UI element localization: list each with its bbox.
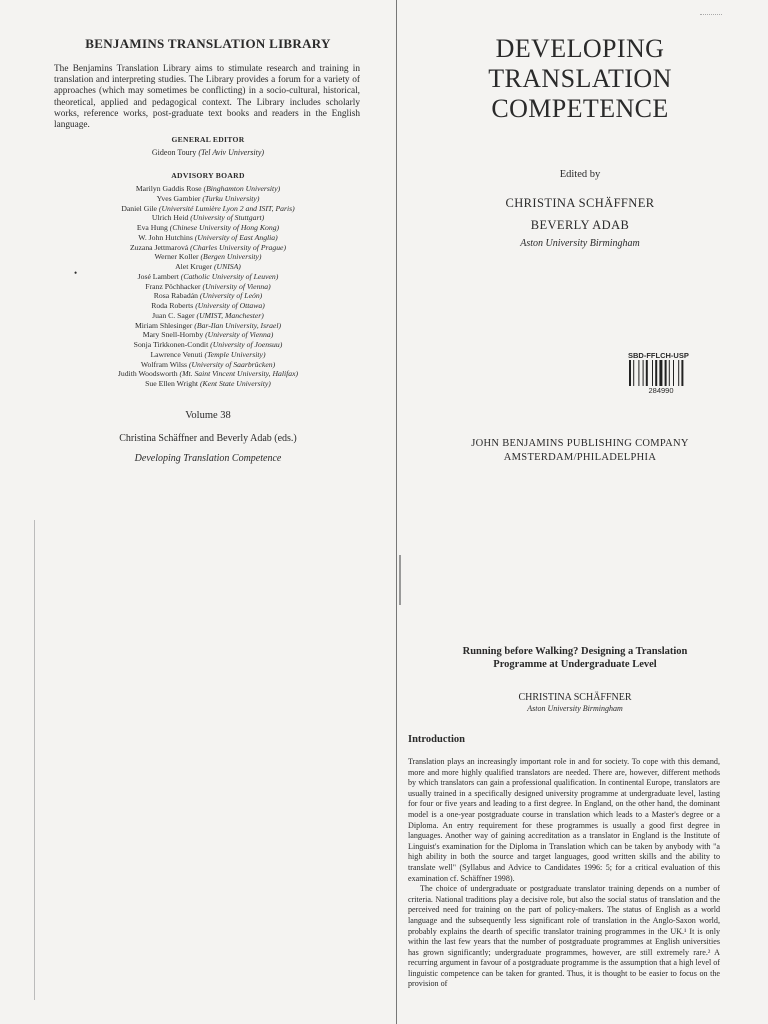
member-affiliation: (Binghamton University) bbox=[203, 184, 281, 193]
scan-gutter-mark bbox=[399, 555, 401, 605]
member-name: Miriam Shlesinger bbox=[134, 320, 193, 330]
body-paragraph: Translation plays an increasingly important role in and for society. To cope with this demand, more and more highly qualified translators are needed. There are, however, different methods by which translators can gain a professional qualification. In continental Europe, translators are usually trained in a specifically designed university programme at undergraduate level, lasting for four or five years and leading to a first degree. In England, on the other hand, the dominant model is a one-year postgraduate course in translation which leads to a Master's degree or a Diploma. An entry requirement for these programmes is usually a good first degree in languages. Another way of gaining accreditation as a translator in England is the Institute of Linguist's examination for the Diploma in Translation which can be taken by anybody with "a high ability in both the source and target languages, good written skills and the ability to translate well" (Syllabus and Advice to Candidates 1996: 5; for a critical evaluation of this examination cf. Schäffner 1998). bbox=[408, 757, 720, 883]
advisory-board-member bbox=[58, 291, 358, 301]
member-name: Franz Pöchhacker bbox=[145, 281, 201, 291]
advisory-board-member bbox=[58, 360, 358, 370]
barcode-bar bbox=[629, 360, 631, 386]
member-affiliation: (University of Saarbrücken) bbox=[188, 359, 276, 369]
advisory-board-member bbox=[58, 311, 358, 321]
barcode-bar bbox=[646, 360, 648, 386]
general-editor-name: Gideon Toury bbox=[151, 148, 197, 157]
member-affiliation: (University of Ottawa) bbox=[195, 301, 265, 310]
advisory-board-member bbox=[58, 379, 358, 389]
chapter-title-line: Programme at Undergraduate Level bbox=[493, 658, 657, 670]
advisory-board-member bbox=[58, 301, 358, 311]
chapter-author: CHRISTINA SCHÄFFNER bbox=[518, 692, 632, 703]
member-affiliation: (University of Vienna) bbox=[202, 281, 271, 291]
member-name: Werner Koller bbox=[154, 252, 199, 262]
member-name: Sue Ellen Wright bbox=[145, 379, 199, 388]
book-title bbox=[440, 34, 720, 124]
barcode-icon bbox=[628, 360, 694, 388]
barcode-bar bbox=[665, 360, 667, 386]
book-title-line: TRANSLATION bbox=[488, 64, 672, 93]
member-name: José Lambert bbox=[137, 271, 179, 281]
scan-edge-line bbox=[34, 520, 35, 1000]
member-affiliation: (University of Vienna) bbox=[205, 330, 274, 340]
member-name: Mary Snell-Hornby bbox=[142, 330, 204, 340]
chapter-title-line: Running before Walking? Designing a Translation bbox=[462, 646, 688, 657]
advisory-board-member bbox=[58, 252, 358, 262]
advisory-board-member bbox=[58, 233, 358, 243]
edited-by-label: Edited by bbox=[559, 169, 601, 180]
member-name: Judith Woodsworth bbox=[117, 369, 178, 379]
editor-name-2: BEVERLY ADAB bbox=[530, 218, 630, 232]
member-affiliation: (University of East Anglia) bbox=[194, 232, 278, 242]
general-editor-label: GENERAL EDITOR bbox=[171, 135, 245, 144]
advisory-board-member bbox=[58, 262, 358, 272]
member-affiliation: (University of Joensuu) bbox=[210, 340, 283, 349]
page-gutter-line bbox=[396, 0, 397, 1024]
advisory-board-member bbox=[58, 369, 358, 379]
advisory-board-member bbox=[58, 340, 358, 350]
advisory-board-member bbox=[58, 184, 358, 194]
publisher-name: JOHN BENJAMINS PUBLISHING COMPANY bbox=[471, 438, 689, 449]
member-affiliation: (Université Lumière Lyon 2 and ISIT, Paris) bbox=[158, 203, 295, 213]
member-affiliation: (University of León) bbox=[199, 291, 263, 301]
member-affiliation: (Bar-Ilan University, Israel) bbox=[194, 320, 282, 330]
advisory-board-member bbox=[58, 243, 358, 253]
advisory-board-member bbox=[58, 321, 358, 331]
advisory-board-member bbox=[58, 330, 358, 340]
advisory-board-member bbox=[58, 194, 358, 204]
book-title-line: DEVELOPING bbox=[495, 34, 665, 63]
member-affiliation: (Mt. Saint Vincent University, Halifax) bbox=[179, 369, 299, 379]
chapter-body bbox=[408, 757, 720, 990]
series-description: The Benjamins Translation Library aims to stimulate research and training in translation and interpreting studies. The Library provides a forum for a variety of approaches (which may sometimes be conflicting) in a socio-cultural, historical, theoretical, applied and pedagogical context. The Library includes scholarly works, reference works, post-graduate text books and readers in the English language. bbox=[54, 64, 360, 131]
member-name: W. John Hutchins bbox=[138, 232, 193, 242]
barcode-bar bbox=[638, 360, 639, 386]
member-name: Rosa Rabadán bbox=[153, 291, 198, 301]
barcode-bar bbox=[633, 360, 634, 386]
publisher-location: AMSTERDAM/PHILADELPHIA bbox=[503, 452, 657, 463]
barcode-bar bbox=[681, 360, 683, 386]
member-affiliation: (Chinese University of Hong Kong) bbox=[169, 223, 280, 232]
chapter-title bbox=[430, 646, 720, 671]
barcode-bar bbox=[655, 360, 657, 386]
book-title-line: COMPETENCE bbox=[491, 94, 669, 123]
member-affiliation: (UMIST, Manchester) bbox=[196, 310, 264, 320]
advisory-board-member bbox=[58, 213, 358, 223]
volume-editors: Christina Schäffner and Beverly Adab (eds.) bbox=[119, 433, 297, 444]
section-heading: Introduction bbox=[408, 734, 465, 745]
advisory-board-member bbox=[58, 223, 358, 233]
member-name: Yves Gambier bbox=[156, 193, 201, 203]
advisory-board-member bbox=[58, 272, 358, 282]
margin-mark: • bbox=[74, 268, 78, 278]
member-affiliation: (Charles University of Prague) bbox=[190, 242, 287, 252]
editors-affiliation: Aston University Birmingham bbox=[520, 238, 640, 249]
member-name: Alet Kruger bbox=[175, 262, 213, 271]
barcode-bar bbox=[669, 360, 670, 386]
advisory-board-member bbox=[58, 282, 358, 292]
member-name: Eva Hung bbox=[136, 223, 168, 232]
advisory-board-member bbox=[58, 350, 358, 360]
member-name: Sonja Tirkkonen-Condit bbox=[133, 340, 209, 349]
barcode-bar bbox=[652, 360, 653, 386]
volume-title: Developing Translation Competence bbox=[134, 453, 282, 464]
member-affiliation: (Turku University) bbox=[202, 193, 260, 203]
corner-mark bbox=[700, 14, 722, 17]
series-title: BENJAMINS TRANSLATION LIBRARY bbox=[85, 36, 331, 51]
member-affiliation: (UNISA) bbox=[213, 262, 241, 271]
member-affiliation: (Kent State University) bbox=[199, 379, 271, 388]
barcode-bar bbox=[678, 360, 679, 386]
chapter-affiliation: Aston University Birmingham bbox=[527, 704, 623, 713]
advisory-board-label: ADVISORY BOARD bbox=[171, 171, 245, 180]
member-name: Lawrence Venuti bbox=[150, 349, 203, 359]
barcode-number: 284990 bbox=[648, 386, 674, 395]
member-name: Marilyn Gaddis Rose bbox=[135, 184, 202, 193]
general-editor bbox=[58, 148, 358, 157]
general-editor-affiliation: (Tel Aviv University) bbox=[198, 148, 265, 157]
body-paragraph: The choice of undergraduate or postgraduate translator training depends on a number of criteria. National traditions play a decisive role, but also the social status of translation and the perceived need for training on the part of policy-makers. The status of English as a world language and the subsequently less significant role of translation in the Anglo-Saxon world, probably explains the dearth of specific translator training programmes in the UK.¹ It is only within the last few years that the number of postgraduate programmes at English universities has grown significantly; undergraduate programmes, however, are still extremely rare.² A recurring argument in favour of a postgraduate programme is the assumption that a high level of linguistic competence can be taken for granted. Thus, it is thought to be easier to focus on the provision of bbox=[408, 884, 720, 989]
barcode-bar bbox=[659, 360, 662, 386]
member-name: Ulrich Heid bbox=[151, 213, 189, 223]
member-name: Roda Roberts bbox=[151, 301, 194, 310]
member-affiliation: (Bergen University) bbox=[200, 252, 262, 262]
member-affiliation: (University of Stuttgart) bbox=[190, 213, 265, 223]
library-stamp-label: SBD-FFLCH-USP bbox=[628, 351, 689, 360]
advisory-board-list bbox=[58, 184, 358, 389]
volume-number: Volume 38 bbox=[185, 410, 231, 421]
publisher-block bbox=[440, 437, 720, 465]
barcode-bar bbox=[673, 360, 674, 386]
member-name: Zuzana Jettmarová bbox=[129, 242, 189, 252]
advisory-board-member bbox=[58, 204, 358, 214]
member-name: Wolfram Wilss bbox=[140, 359, 187, 369]
member-affiliation: (Catholic University of Leuven) bbox=[180, 271, 279, 281]
barcode-bar bbox=[643, 360, 644, 386]
member-name: Daniel Gile bbox=[121, 203, 157, 213]
editor-name-1: CHRISTINA SCHÄFFNER bbox=[505, 196, 655, 210]
member-name: Juan C. Sager bbox=[152, 310, 195, 320]
member-affiliation: (Temple University) bbox=[204, 349, 266, 359]
